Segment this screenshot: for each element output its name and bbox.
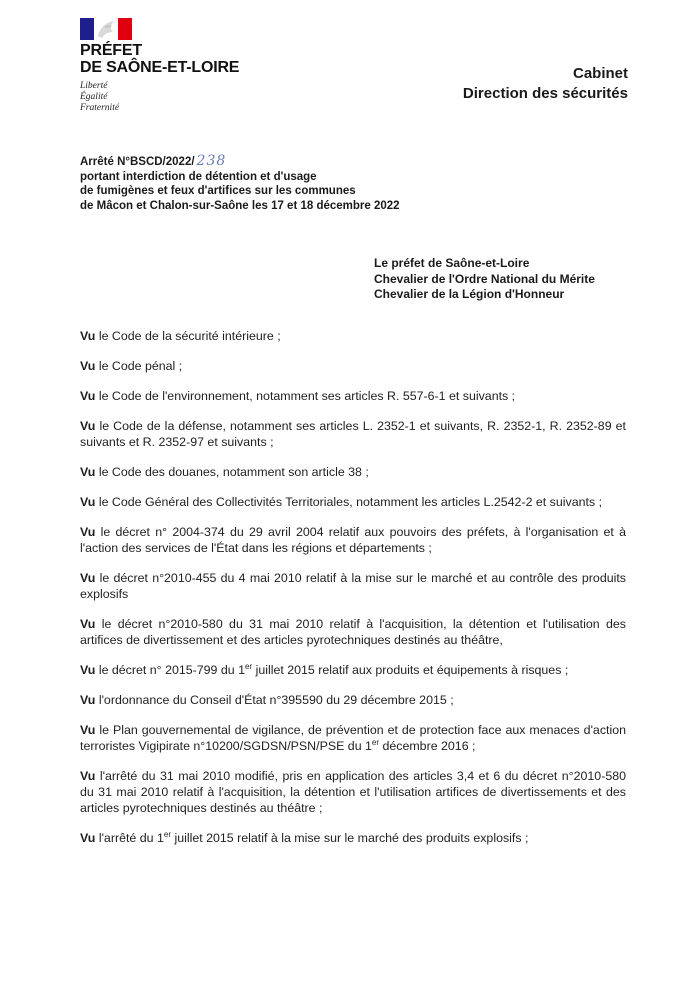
- visa-keyword: Vu: [80, 359, 96, 373]
- visa-paragraph: [80, 328, 626, 344]
- handwritten-number: 238: [196, 153, 227, 169]
- signer-block: [374, 256, 595, 303]
- visa-keyword: Vu: [80, 525, 96, 539]
- motto-egalite: Égalité: [80, 92, 108, 102]
- visa-paragraph: [80, 464, 626, 480]
- arrete-heading: [80, 154, 500, 213]
- signer-line: Le préfet de Saône-et-Loire: [374, 256, 530, 270]
- motto-liberte: Liberté: [80, 81, 108, 91]
- prefect-title: [80, 42, 280, 76]
- visa-paragraph: [80, 358, 626, 374]
- visa-keyword: Vu: [80, 831, 96, 845]
- visa-keyword: Vu: [80, 693, 96, 707]
- prefect-title-line2: DE SAÔNE-ET-LOIRE: [80, 59, 240, 76]
- visa-paragraph: [80, 418, 626, 450]
- arrete-number-prefix: Arrêté N°BSCD/2022/: [80, 156, 195, 168]
- visa-keyword: Vu: [80, 465, 96, 479]
- republic-motto: [80, 81, 280, 114]
- arrete-title-line: portant interdiction de détention et d'usage: [80, 170, 317, 183]
- marianne-logo: [80, 18, 132, 40]
- motto-fraternite: Fraternité: [80, 103, 120, 113]
- visa-paragraph: [80, 692, 626, 708]
- signer-line: Chevalier de la Légion d'Honneur: [374, 287, 565, 301]
- visa-paragraph: [80, 722, 626, 754]
- service-cabinet: Cabinet: [572, 65, 628, 82]
- arrete-number: [80, 154, 500, 170]
- visa-keyword: Vu: [80, 329, 96, 343]
- visa-text: le Plan gouvernemental de vigilance, de prévention et de protection face aux menaces d'action terroristes Vigipirate n°10200/SGDSN/PSN/PSE du 1: [80, 723, 626, 753]
- visas-list: [80, 328, 626, 860]
- visa-text: le décret n°2010-580 du 31 mai 2010 relatif à l'acquisition, la détention et l'utilisation des artifices de divertissement et des articles pyrotechniques destinés au théâtre,: [80, 617, 626, 647]
- visa-text: le décret n° 2004-374 du 29 avril 2004 relatif aux pouvoirs des préfets, à l'organisation et à l'action des services de l'État dans les régions et départements ;: [80, 525, 626, 555]
- visa-text: l'arrêté du 31 mai 2010 modifié, pris en application des articles 3,4 et 6 du décret n°2010-580 du 31 mai 2010 relatif à l'acquisition, la détention et l'utilisation artifices de divertissements et des articles pyrotechniques destinés au théâtre ;: [80, 769, 626, 815]
- visa-text: l'arrêté du 1: [95, 831, 164, 845]
- visa-paragraph: [80, 388, 626, 404]
- visa-superscript: er: [371, 737, 380, 747]
- visa-paragraph: [80, 570, 626, 602]
- visa-text-after: décembre 2016 ;: [379, 739, 476, 753]
- signer-line: Chevalier de l'Ordre National du Mérite: [374, 271, 595, 286]
- visa-text-after: juillet 2015 relatif à la mise sur le marché des produits explosifs ;: [171, 831, 529, 845]
- visa-paragraph: [80, 768, 626, 816]
- visa-text: le Code de la défense, notamment ses articles L. 2352-1 et suivants, R. 2352-1, R. 2352-89 et suivants et R. 2352-97 et suivants ;: [80, 419, 626, 449]
- prefecture-logo-block: [80, 18, 280, 114]
- visa-superscript: er: [163, 829, 171, 839]
- visa-keyword: Vu: [80, 571, 96, 585]
- visa-text: le décret n° 2015-799 du 1: [95, 663, 245, 677]
- visa-paragraph: [80, 524, 626, 556]
- visa-text: le Code pénal ;: [95, 359, 183, 373]
- visa-paragraph: [80, 830, 626, 846]
- visa-keyword: Vu: [80, 495, 96, 509]
- visa-paragraph: [80, 662, 626, 678]
- visa-text: l'ordonnance du Conseil d'État n°395590 du 29 décembre 2015 ;: [95, 693, 454, 707]
- visa-superscript: er: [245, 661, 253, 671]
- arrete-title-line: de fumigènes et feux d'artifices sur les communes: [80, 185, 356, 197]
- visa-text: le Code des douanes, notamment son article 38 ;: [95, 465, 369, 479]
- service-direction: Direction des sécurités: [462, 85, 628, 102]
- visa-paragraph: [80, 494, 626, 510]
- visa-text: le Code de la sécurité intérieure ;: [95, 329, 281, 343]
- arrete-title-line: de Mâcon et Chalon-sur-Saône les 17 et 18 décembre 2022: [80, 199, 400, 212]
- visa-text-after: juillet 2015 relatif aux produits et équipements à risques ;: [252, 663, 569, 677]
- prefect-title-line1: PRÉFET: [80, 42, 142, 59]
- visa-text: le décret n°2010-455 du 4 mai 2010 relatif à la mise sur le marché et au contrôle des produits explosifs: [80, 571, 626, 601]
- visa-text: le Code Général des Collectivités Territoriales, notamment les articles L.2542-2 et suivants ;: [95, 495, 603, 509]
- visa-keyword: Vu: [80, 617, 96, 631]
- visa-keyword: Vu: [80, 769, 96, 783]
- issuing-service: [463, 64, 628, 104]
- visa-keyword: Vu: [80, 419, 96, 433]
- visa-keyword: Vu: [80, 723, 96, 737]
- visa-keyword: Vu: [80, 663, 96, 677]
- visa-text: le Code de l'environnement, notamment ses articles R. 557-6-1 et suivants ;: [95, 389, 516, 403]
- visa-paragraph: [80, 616, 626, 648]
- visa-keyword: Vu: [80, 389, 96, 403]
